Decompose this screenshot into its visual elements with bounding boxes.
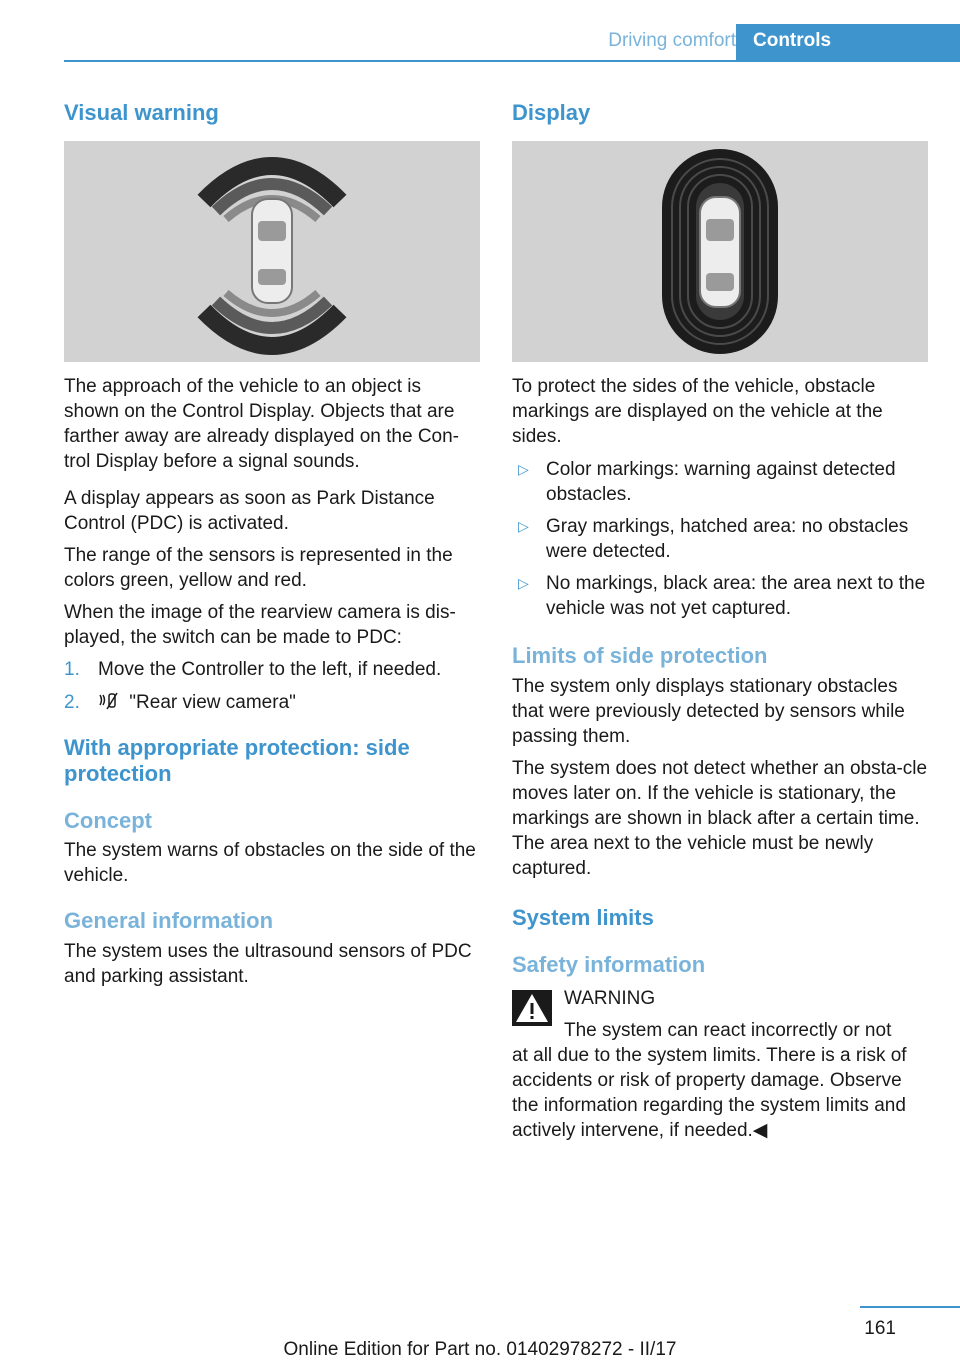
bullet-text: Color markings: warning against detected obstacles. — [546, 459, 896, 506]
warning-text: at all due to the system limits. There is a risk of accidents or risk of property damage. Observe the information regarding the system limits and actively intervene, if needed.◀ — [512, 1045, 907, 1142]
step-number: 1. — [64, 659, 80, 681]
system-limits-heading: System limits — [512, 904, 654, 930]
warning-text-line1: The system can react incorrectly or not — [564, 1020, 892, 1042]
limits-text-1: The system only displays stationary obstacles that were previously detected by sensors while passing them. — [512, 675, 905, 747]
left-column — [64, 100, 480, 989]
warning-block — [512, 986, 928, 1143]
footer-rule — [860, 1306, 960, 1308]
display-text: To protect the sides of the vehicle, obstacle markings are displayed on the vehicle at the sides. — [512, 376, 883, 448]
page-header — [0, 0, 960, 62]
pdc-arcs-illustration — [64, 141, 480, 362]
sensor-range-paragraph: The range of the sensors is represented in the colors green, yellow and red. — [64, 545, 453, 592]
right-column — [512, 100, 928, 1143]
list-item — [512, 514, 928, 564]
list-item — [512, 571, 928, 621]
header-rule — [64, 60, 960, 62]
visual-warning-heading: Visual warning — [64, 100, 219, 125]
side-protection-heading: With appropriate protection: side protection — [64, 735, 410, 786]
general-information-text: The system uses the ultrasound sensors of PDC and parking assistant. — [64, 940, 472, 987]
list-item — [64, 657, 480, 682]
warning-triangle-icon — [512, 990, 552, 1026]
triangle-bullet-icon: ▷ — [518, 461, 529, 478]
general-information-heading: General information — [64, 908, 274, 934]
bullet-text: Gray markings, hatched area: no obstacles were detected. — [546, 516, 909, 563]
concept-text: The system warns of obstacles on the side of the vehicle. — [64, 840, 476, 887]
header-section-label: Driving comfort — [608, 30, 736, 51]
edition-footer: Online Edition for Part no. 01402978272 - II/17 — [283, 1339, 677, 1360]
markings-list — [512, 457, 928, 621]
triangle-bullet-icon: ▷ — [518, 518, 529, 535]
list-item — [512, 457, 928, 507]
rearview-switch-paragraph: When the image of the rearview camera is dis‐played, the switch can be made to PDC: — [64, 602, 456, 649]
bullet-text: No markings, black area: the area next to the vehicle was not yet captured. — [546, 573, 926, 620]
side-protection-illustration — [512, 141, 928, 362]
step-text: Move the Controller to the left, if needed. — [98, 659, 442, 681]
concept-heading: Concept — [64, 807, 152, 833]
limits-side-protection-heading: Limits of side protection — [512, 643, 768, 669]
page-number: 161 — [864, 1318, 896, 1339]
side-protection-display-figure — [512, 141, 928, 362]
step-number: 2. — [64, 692, 80, 714]
steps-list — [64, 657, 480, 718]
header-chapter-tab: Controls — [736, 24, 960, 62]
pdc-visual-warning-figure — [64, 141, 480, 362]
safety-information-heading: Safety information — [512, 951, 706, 977]
warning-title: WARNING — [564, 988, 656, 1010]
display-appears-paragraph: A display appears as soon as Park Distance Control (PDC) is activated. — [64, 488, 435, 535]
step-text: "Rear view camera" — [129, 692, 296, 714]
triangle-bullet-icon: ▷ — [518, 575, 529, 592]
pdc-symbol-icon — [98, 691, 124, 718]
list-item — [64, 690, 480, 718]
display-heading: Display — [512, 100, 591, 125]
approach-paragraph: The approach of the vehicle to an object is shown on the Control Display. Objects that are farther away are already displayed on the Con‐trol Display before a signal sounds. — [64, 376, 460, 473]
limits-text-2: The system does not detect whether an obsta‐cle moves later on. If the vehicle is stationary, the markings are shown in black after a certain time. The area next to the vehicle must be newly captured. — [512, 757, 928, 879]
